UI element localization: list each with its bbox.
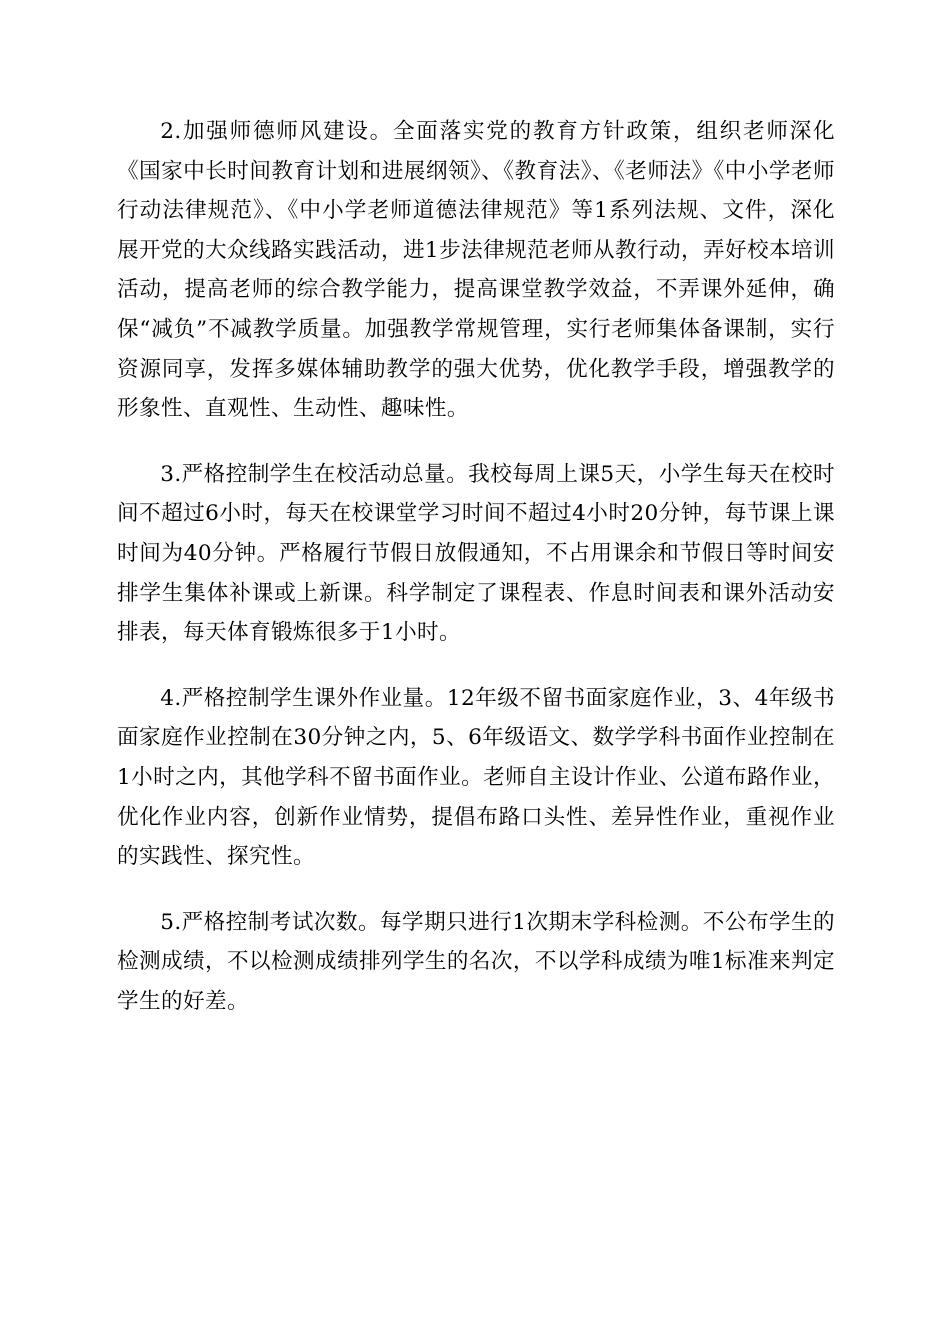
paragraph-teacher-ethics: 2.加强师德师风建设。全面落实党的教育方针政策，组织老师深化《国家中长时间教育计划和进展纲领》、《教育法》、《老师法》《中小学老师行动法律规范》、《中小学老师道德法律规范》等1系列法规、文件，深化展开党的大众线路实践活动，进1步法律规范老师从教行动，弄好校本培训活动，提高老师的综合教学能力，提高课堂教学效益，不弄课外延伸，确保“减负”不减教学质量。加强教学常规管理，实行老师集体备课制，实行资源同享，发挥多媒体辅助教学的强大优势，优化教学手段，增强教学的形象性、直观性、生动性、趣味性。 — [117, 119, 835, 422]
paragraph-homework-control: 4.严格控制学生课外作业量。12年级不留书面家庭作业，3、4年级书面家庭作业控制在30分钟之内，5、6年级语文、数学学科书面作业控制在1小时之内，其他学科不留书面作业。老师自主设计作业、公道布路作业，优化作业内容，创新作业情势，提倡布路口头性、差异性作业，重视作业的实践性、探究性。 — [117, 685, 835, 870]
paragraph-school-activity-time: 3.严格控制学生在校活动总量。我校每周上课5天，小学生每天在校时间不超过6小时，每天在校课堂学习时间不超过4小时20分钟，每节课上课时间为40分钟。严格履行节假日放假通知，不占用课余和节假日等时间安排学生集体补课或上新课。科学制定了课程表、作息时间表和课外活动安排表，每天体育锻炼很多于1小时。 — [117, 461, 835, 646]
document-body — [117, 112, 835, 1047]
paragraph-exam-control: 5.严格控制考试次数。每学期只进行1次期末学科检测。不公布学生的检测成绩，不以检测成绩排列学生的名次，不以学科成绩为唯1标准来判定学生的好差。 — [117, 909, 835, 1014]
